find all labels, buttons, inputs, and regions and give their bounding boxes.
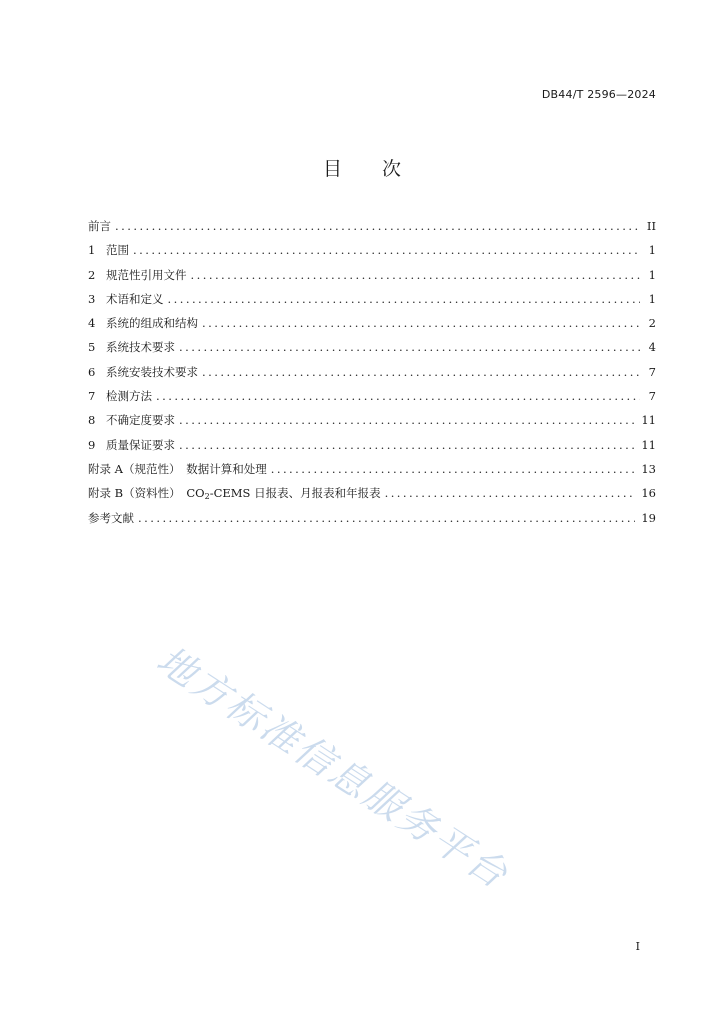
toc-label: 系统安装技术要求 — [106, 364, 198, 379]
toc-number: 4 — [88, 316, 96, 331]
watermark-text: 地方标准信息服务平台 — [149, 637, 517, 898]
toc-entry-foreword[interactable] — [88, 218, 656, 242]
toc-label: 术语和定义 — [106, 291, 164, 306]
toc-label: 检测方法 — [106, 389, 152, 404]
toc-page: 13 — [641, 461, 656, 476]
toc-leader — [202, 365, 640, 379]
toc-label: 质量保证要求 — [106, 437, 175, 452]
toc-label-post: -CEMS 日报表、月报表和年报表 — [209, 486, 381, 501]
toc-entry-9[interactable] — [88, 437, 656, 461]
toc-entry-annex-a[interactable] — [88, 461, 656, 485]
toc-label: 附录 A（规范性） 数据计算和处理 — [88, 461, 267, 476]
toc-page: 1 — [648, 267, 656, 282]
toc-page: 1 — [648, 243, 656, 258]
toc-page: 7 — [648, 364, 656, 379]
toc-number: 9 — [88, 437, 96, 452]
toc-number: 7 — [88, 389, 96, 404]
toc-label-subscript: 2 — [204, 492, 210, 502]
toc-entry-4[interactable] — [88, 315, 656, 339]
toc-entry-2[interactable] — [88, 267, 656, 291]
toc-label: 系统技术要求 — [106, 340, 175, 355]
toc-entry-1[interactable] — [88, 242, 656, 266]
toc-leader — [202, 316, 640, 330]
title-char-2: 次 — [382, 158, 402, 180]
toc-number: 6 — [88, 364, 96, 379]
toc-leader — [179, 340, 640, 354]
toc-entry-annex-b[interactable] — [88, 485, 656, 509]
toc-label: 规范性引用文件 — [106, 267, 187, 282]
toc-number: 1 — [88, 243, 96, 258]
toc-label: 前言 — [88, 219, 111, 233]
toc-leader — [179, 438, 635, 452]
title-char-1: 目 — [322, 158, 342, 180]
toc-page: 11 — [641, 437, 656, 452]
toc-page: 11 — [641, 413, 656, 428]
toc-entry-5[interactable] — [88, 339, 656, 363]
toc-page: 16 — [641, 486, 656, 501]
toc-leader — [168, 292, 641, 306]
page-title — [0, 154, 724, 181]
toc-label: 范围 — [106, 243, 129, 258]
toc-entry-6[interactable] — [88, 364, 656, 388]
toc-number: 5 — [88, 340, 96, 355]
toc-label: 参考文献 — [88, 510, 134, 525]
toc-label-pre: 附录 B（资料性） CO — [88, 486, 205, 501]
toc-label: 系统的组成和结构 — [106, 316, 198, 331]
toc-page: 19 — [641, 510, 656, 525]
toc-entry-8[interactable] — [88, 412, 656, 436]
toc-page: 1 — [648, 291, 656, 306]
document-code: DB44/T 2596—2024 — [541, 88, 656, 101]
toc-entry-3[interactable] — [88, 291, 656, 315]
toc-entry-7[interactable] — [88, 388, 656, 412]
toc-label: 不确定度要求 — [106, 413, 175, 428]
toc-leader — [385, 486, 636, 500]
toc-leader — [133, 243, 640, 257]
toc-label — [88, 485, 381, 501]
table-of-contents — [88, 218, 656, 534]
toc-number: 8 — [88, 413, 96, 428]
toc-entry-bibliography[interactable] — [88, 510, 656, 534]
toc-leader — [138, 511, 635, 525]
toc-page: II — [646, 219, 656, 233]
toc-page: 4 — [648, 340, 656, 355]
toc-leader — [191, 268, 641, 282]
page-number: I — [635, 940, 640, 953]
toc-leader — [156, 389, 640, 403]
toc-leader — [179, 413, 635, 427]
toc-page: 7 — [648, 389, 656, 404]
toc-number: 3 — [88, 291, 96, 306]
toc-leader — [115, 219, 640, 233]
toc-number: 2 — [88, 267, 96, 282]
toc-page: 2 — [648, 316, 656, 331]
toc-leader — [271, 462, 636, 476]
